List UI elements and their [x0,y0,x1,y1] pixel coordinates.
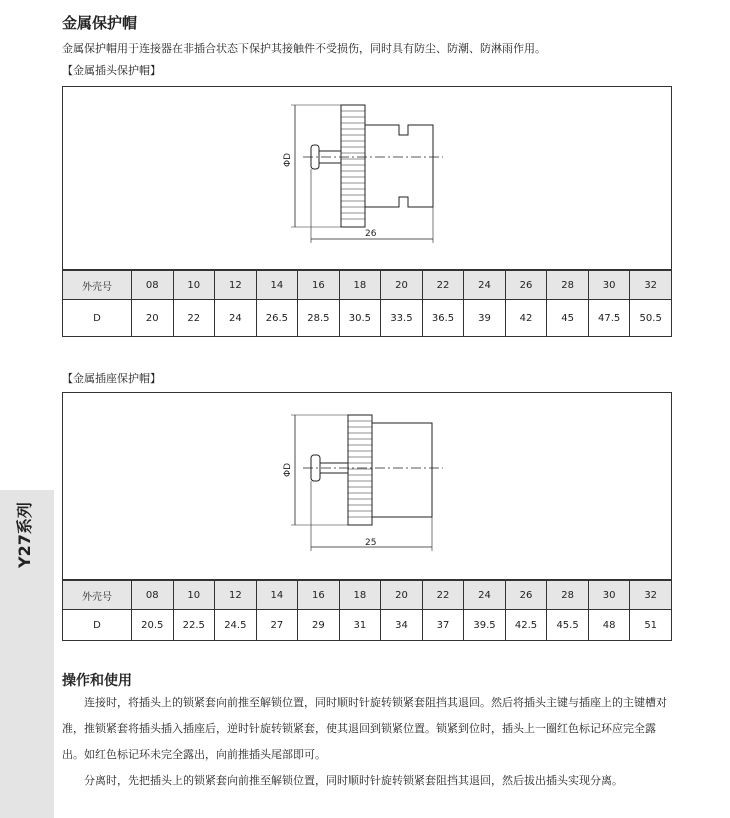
table-cell: 12 [215,581,257,610]
table-cell: 14 [256,271,298,300]
receptacle-cap-drawing [62,392,672,580]
table-cell: 39 [464,300,506,337]
row-label: 外壳号 [63,581,132,610]
table-cell: 30.5 [339,300,381,337]
page-title: 金属保护帽 [62,14,138,32]
table-cell: 28 [547,271,589,300]
table-cell: 10 [173,581,215,610]
plug-dim-d: ΦD [283,152,293,167]
table-cell: 45 [547,300,589,337]
table-cell: 51 [630,610,672,641]
table-cell: 48 [588,610,630,641]
side-tab-label: Y27系列 [15,502,34,568]
table-cell: 32 [630,581,672,610]
table-cell: 10 [173,271,215,300]
table-row [63,581,672,610]
table-cell: 24 [464,581,506,610]
plug-cap-heading: 【金属插头保护帽】 [62,64,161,77]
table-cell: 45.5 [547,610,589,641]
table-row [63,300,672,337]
receptacle-dim-length: 25 [365,538,377,548]
row-label: D [63,300,132,337]
table-cell: 28.5 [298,300,340,337]
operation-heading: 操作和使用 [62,673,132,689]
intro-text: 金属保护帽用于连接器在非插合状态下保护其接触件不受损伤，同时具有防尘、防潮、防淋雨作用。 [62,42,546,55]
table-row [63,610,672,641]
table-cell: 26 [505,581,547,610]
table-cell: 22 [173,300,215,337]
table-cell: 31 [339,610,381,641]
receptacle-cap-heading: 【金属插座保护帽】 [62,372,161,385]
table-cell: 42 [505,300,547,337]
table-cell: 22 [422,581,464,610]
table-cell: 18 [339,271,381,300]
receptacle-dim-d: ΦD [283,462,293,477]
table-cell: 18 [339,581,381,610]
table-cell: 47.5 [588,300,630,337]
table-cell: 42.5 [505,610,547,641]
table-cell: 27 [256,610,298,641]
operation-paragraph-connect: 连接时，将插头上的锁紧套向前推至解锁位置，同时顺时针旋转锁紧套阻挡其退回。然后将插头主键与插座上的主键槽对准，推锁紧套将插头插入插座后，逆时针旋转锁紧套，使其退回到锁紧位置。锁紧到位时，插头上一圈红色标记环应完全露出。如红色标记环未完全露出，向前推插头尾部即可。 [62,696,667,761]
receptacle-cap-table [62,580,672,641]
table-cell: 50.5 [630,300,672,337]
table-cell: 08 [132,581,174,610]
table-cell: 39.5 [464,610,506,641]
table-cell: 22 [422,271,464,300]
table-cell: 34 [381,610,423,641]
table-cell: 12 [215,271,257,300]
table-cell: 24 [464,271,506,300]
table-cell: 08 [132,271,174,300]
table-cell: 20.5 [132,610,174,641]
table-cell: 29 [298,610,340,641]
plug-cap-table [62,270,672,337]
table-cell: 36.5 [422,300,464,337]
table-cell: 26 [505,271,547,300]
table-cell: 22.5 [173,610,215,641]
table-cell: 33.5 [381,300,423,337]
row-label: D [63,610,132,641]
operation-paragraph-separate: 分离时，先把插头上的锁紧套向前推至解锁位置，同时顺时针旋转锁紧套阻挡其退回，然后拔出插头实现分离。 [84,774,623,787]
table-cell: 20 [132,300,174,337]
table-row [63,271,672,300]
table-cell: 30 [588,581,630,610]
table-cell: 16 [298,271,340,300]
plug-dim-length: 26 [365,229,377,239]
table-cell: 30 [588,271,630,300]
table-cell: 20 [381,271,423,300]
table-cell: 24 [215,300,257,337]
table-cell: 28 [547,581,589,610]
plug-cap-drawing [62,86,672,270]
table-cell: 20 [381,581,423,610]
table-cell: 32 [630,271,672,300]
table-cell: 24.5 [215,610,257,641]
table-cell: 26.5 [256,300,298,337]
table-cell: 14 [256,581,298,610]
table-cell: 16 [298,581,340,610]
row-label: 外壳号 [63,271,132,300]
table-cell: 37 [422,610,464,641]
